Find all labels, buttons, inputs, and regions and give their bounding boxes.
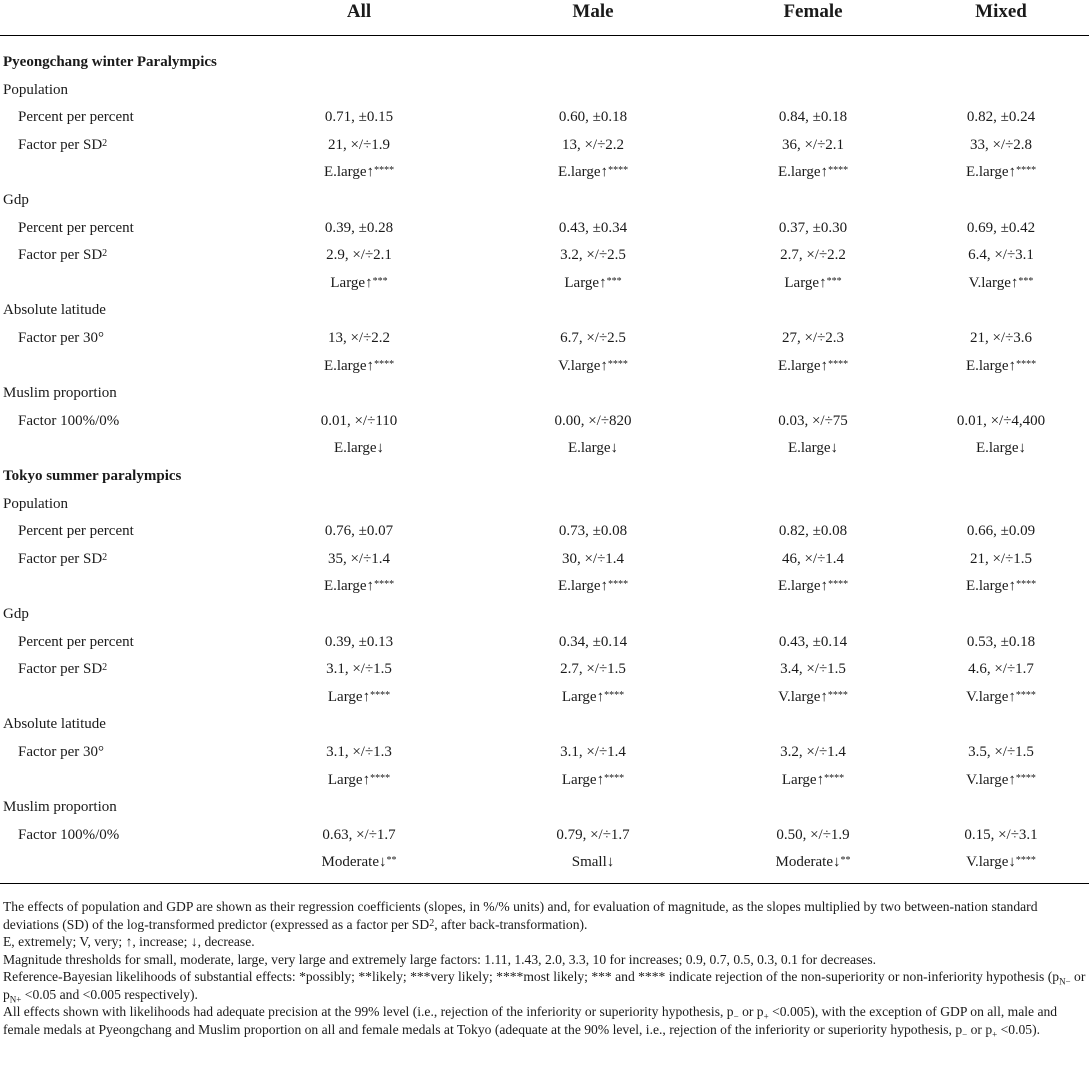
cell-male: Small↓ <box>571 854 615 870</box>
cell-mixed: 33, ×/÷2.8 <box>969 137 1033 153</box>
table-row <box>0 161 1089 183</box>
row-label: Factor per $SD^2$ <box>18 137 108 153</box>
cell-male: V.large↑**** <box>558 358 628 374</box>
row-label: Percent per percent <box>18 109 134 125</box>
cell-mixed: 6.4, ×/÷3.1 <box>968 247 1034 263</box>
cell-male: Large↑**** <box>561 689 625 705</box>
group-label-row <box>0 79 1089 101</box>
table-row <box>0 824 1089 846</box>
cell-female: 0.37, ±0.30 <box>778 220 848 236</box>
row-label: Population <box>3 82 69 98</box>
cell-mixed: 0.15, ×/÷3.1 <box>964 827 1038 843</box>
footnote-4: Reference-Bayesian likelihoods of substantial effects: *possibly; **likely; ***very likely; ****most likely; *** and **** indicate rejection of the non-superiority or non-inferiority hypothesis ($p_{N-}$ or $p_{N+} <0.05$ and <0.005 respectively). <box>3 969 1086 1005</box>
row-label: Factor per 30° <box>18 330 104 346</box>
group-label-row <box>0 299 1089 321</box>
cell-female: E.large↓ <box>787 440 839 456</box>
cell-all: Large↑**** <box>327 772 391 788</box>
cell-all: 13, ×/÷2.2 <box>327 330 391 346</box>
row-label: Absolute latitude <box>3 716 106 732</box>
row-label: Absolute latitude <box>3 302 106 318</box>
cell-male: Large↑*** <box>564 275 622 291</box>
footnote-5: All effects shown with likelihoods had adequate precision at the 99% level (i.e., rejection of the inferiority or superiority hypothesis, $p_-$ or $p_+ <0.005$), with the exception of GDP on all, male and female medals at Pyeongchang and Muslim proportion on all and female medals at Tokyo (adequate at the 90% level, i.e., rejection of the inferiority or superiority hypothesis, $p_-$ or $p_+ <0.05$). <box>3 1004 1058 1040</box>
cell-all: E.large↑**** <box>323 578 395 594</box>
table-row <box>0 575 1089 597</box>
cell-female: 27, ×/÷2.3 <box>781 330 845 346</box>
cell-female: 46, ×/÷1.4 <box>781 551 845 567</box>
cell-mixed: E.large↑**** <box>965 578 1037 594</box>
cell-all: 3.1, ×/÷1.3 <box>326 744 392 760</box>
cell-all: 3.1, ×/÷1.5 <box>326 661 392 677</box>
group-label-row <box>0 603 1089 625</box>
cell-male: 6.7, ×/÷2.5 <box>560 330 626 346</box>
cell-all: 0.76, ±0.07 <box>324 523 394 539</box>
row-label: Factor per 30° <box>18 744 104 760</box>
column-header-male: Male <box>572 1 614 22</box>
cell-mixed: 4.6, ×/÷1.7 <box>968 661 1034 677</box>
cell-male: 0.34, ±0.14 <box>558 634 628 650</box>
row-label: Factor per $SD^2$ <box>18 661 108 677</box>
cell-male: 3.2, ×/÷2.5 <box>560 247 626 263</box>
table-row <box>0 134 1089 156</box>
table-row <box>0 410 1089 432</box>
cell-female: 0.03, ×/÷75 <box>778 413 848 429</box>
cell-female: E.large↑**** <box>777 164 849 180</box>
cell-mixed: V.large↑**** <box>966 689 1036 705</box>
cell-all: 0.01, ×/÷110 <box>320 413 398 429</box>
cell-all: 21, ×/÷1.9 <box>327 137 391 153</box>
cell-male: 0.79, ×/÷1.7 <box>556 827 630 843</box>
table-row <box>0 355 1089 377</box>
cell-female: 0.82, ±0.08 <box>778 523 848 539</box>
footnote-1: The effects of population and GDP are shown as their regression coefficients (slopes, in %/% units) and, for evaluation of magnitude, as the slopes multiplied by two between-nation standard deviations (SD) of the log-transformed predictor (expressed as a factor per $SD^2$, after back-transformation). <box>3 899 1038 932</box>
section-heading <box>0 465 1089 487</box>
cell-mixed: V.large↓**** <box>966 854 1036 870</box>
row-label: Percent per percent <box>18 523 134 539</box>
row-label: Percent per percent <box>18 634 134 650</box>
group-label-row <box>0 713 1089 735</box>
cell-all: Large↑*** <box>330 275 388 291</box>
cell-female: V.large↑**** <box>778 689 848 705</box>
table-row <box>0 217 1089 239</box>
cell-mixed: 3.5, ×/÷1.5 <box>968 744 1034 760</box>
cell-all: 35, ×/÷1.4 <box>327 551 391 567</box>
cell-male: 0.00, ×/÷820 <box>554 413 632 429</box>
cell-male: E.large↑**** <box>557 578 629 594</box>
cell-all: 0.39, ±0.13 <box>324 634 394 650</box>
column-header-female: Female <box>783 1 843 22</box>
table-row <box>0 686 1089 708</box>
row-label: Factor 100%/0% <box>18 413 120 429</box>
row-label: Gdp <box>3 606 29 622</box>
cell-female: Large↑**** <box>781 772 845 788</box>
cell-female: 0.84, ±0.18 <box>778 109 848 125</box>
table-row <box>0 658 1089 680</box>
cell-mixed: E.large↑**** <box>965 358 1037 374</box>
cell-female: 2.7, ×/÷2.2 <box>780 247 846 263</box>
cell-female: Large↑*** <box>784 275 842 291</box>
cell-male: 13, ×/÷2.2 <box>561 137 625 153</box>
cell-mixed: 0.82, ±0.24 <box>966 109 1036 125</box>
table-row <box>0 272 1089 294</box>
cell-all: 0.71, ±0.15 <box>324 109 394 125</box>
cell-mixed: 0.66, ±0.09 <box>966 523 1036 539</box>
cell-female: E.large↑**** <box>777 358 849 374</box>
cell-male: 0.43, ±0.34 <box>558 220 628 236</box>
table-row <box>0 437 1089 459</box>
table-row <box>0 851 1089 873</box>
cell-mixed: 21, ×/÷3.6 <box>969 330 1033 346</box>
cell-female: 3.4, ×/÷1.5 <box>780 661 846 677</box>
cell-female: 0.43, ±0.14 <box>778 634 848 650</box>
cell-all: Large↑**** <box>327 689 391 705</box>
group-label-row <box>0 493 1089 515</box>
cell-all: E.large↓ <box>333 440 385 456</box>
row-label: Population <box>3 496 69 512</box>
row-label: Factor per $SD^2$ <box>18 247 108 263</box>
cell-all: 0.39, ±0.28 <box>324 220 394 236</box>
table-row <box>0 548 1089 570</box>
cell-female: 3.2, ×/÷1.4 <box>780 744 846 760</box>
cell-male: 2.7, ×/÷1.5 <box>560 661 626 677</box>
table-footnotes <box>3 898 1087 1038</box>
row-label: Muslim proportion <box>3 385 117 401</box>
header-rule <box>0 35 1089 36</box>
table-row <box>0 244 1089 266</box>
table-bottom-rule <box>0 883 1089 884</box>
cell-mixed: 0.69, ±0.42 <box>966 220 1036 236</box>
cell-female: 36, ×/÷2.1 <box>781 137 845 153</box>
row-label: Tokyo summer paralympics <box>3 468 182 484</box>
table-row <box>0 631 1089 653</box>
footnote-2: E, extremely; V, very; ↑, increase; ↓, decrease. <box>3 934 255 949</box>
row-label: Pyeongchang winter Paralympics <box>3 54 217 70</box>
cell-mixed: E.large↓ <box>975 440 1027 456</box>
cell-all: 2.9, ×/÷2.1 <box>326 247 392 263</box>
cell-female: 0.50, ×/÷1.9 <box>776 827 850 843</box>
cell-male: 0.73, ±0.08 <box>558 523 628 539</box>
group-label-row <box>0 189 1089 211</box>
cell-mixed: 21, ×/÷1.5 <box>969 551 1033 567</box>
cell-mixed: E.large↑**** <box>965 164 1037 180</box>
cell-mixed: V.large↑*** <box>968 275 1034 291</box>
cell-all: 0.63, ×/÷1.7 <box>322 827 396 843</box>
cell-all: Moderate↓** <box>321 854 397 870</box>
row-label: Percent per percent <box>18 220 134 236</box>
cell-male: 3.1, ×/÷1.4 <box>560 744 626 760</box>
cell-male: Large↑**** <box>561 772 625 788</box>
column-header-mixed: Mixed <box>975 1 1027 22</box>
column-header-all: All <box>346 1 372 22</box>
table-row <box>0 106 1089 128</box>
cell-male: 30, ×/÷1.4 <box>561 551 625 567</box>
cell-female: Moderate↓** <box>775 854 851 870</box>
cell-male: E.large↑**** <box>557 164 629 180</box>
cell-mixed: 0.53, ±0.18 <box>966 634 1036 650</box>
row-label: Factor per $SD^2$ <box>18 551 108 567</box>
table-row <box>0 741 1089 763</box>
row-label: Factor 100%/0% <box>18 827 120 843</box>
cell-mixed: V.large↑**** <box>966 772 1036 788</box>
group-label-row <box>0 796 1089 818</box>
group-label-row <box>0 382 1089 404</box>
section-heading <box>0 51 1089 73</box>
row-label: Gdp <box>3 192 29 208</box>
cell-male: 0.60, ±0.18 <box>558 109 628 125</box>
table-row <box>0 769 1089 791</box>
cell-female: E.large↑**** <box>777 578 849 594</box>
table-row <box>0 327 1089 349</box>
footnote-3: Magnitude thresholds for small, moderate, large, very large and extremely large factors: 1.11, 1.43, 2.0, 3.3, 10 for increases; 0.9, 0.7, 0.5, 0.3, 0.1 for decreases. <box>3 951 877 967</box>
cell-all: E.large↑**** <box>323 358 395 374</box>
row-label: Muslim proportion <box>3 799 117 815</box>
table-row <box>0 520 1089 542</box>
cell-mixed: 0.01, ×/÷4,400 <box>956 413 1046 429</box>
cell-male: E.large↓ <box>567 440 619 456</box>
cell-all: E.large↑**** <box>323 164 395 180</box>
